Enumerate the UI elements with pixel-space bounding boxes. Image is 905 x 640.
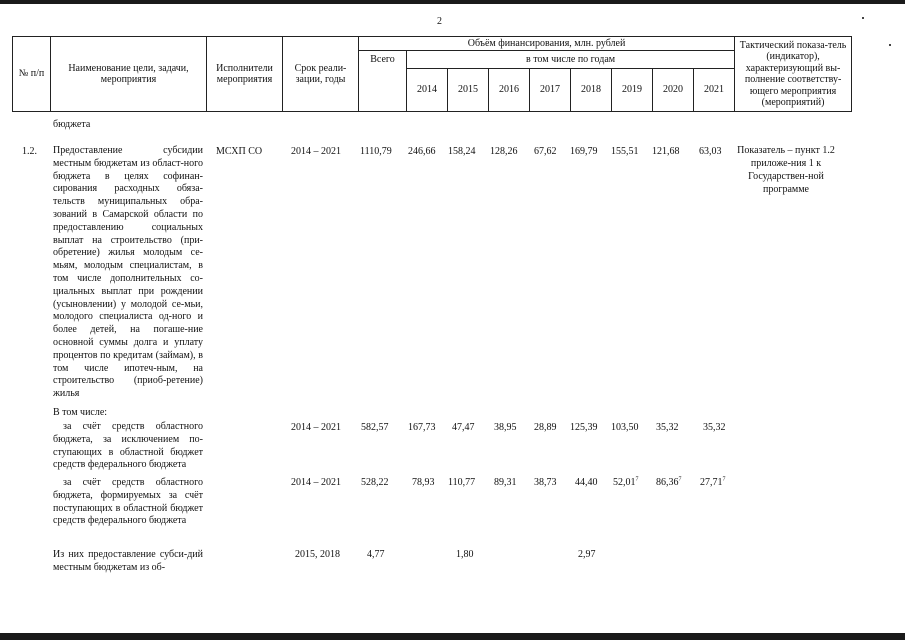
header-by-year: в том числе по годам	[407, 51, 735, 69]
row-value-2017: 38,73	[534, 477, 557, 488]
row-total: 582,57	[361, 422, 389, 433]
row-executor: МСХП СО	[216, 146, 263, 157]
row-value-2016: 89,31	[494, 477, 517, 488]
row-value-2020: 121,68	[652, 146, 680, 157]
row-total: 528,22	[361, 477, 389, 488]
row-name-regional: за счёт средств областного бюджета, за исключением по-ступающих в областной бюджет средств федерального бюджета	[53, 421, 203, 471]
header-name: Наименование цели, задачи, мероприятия	[51, 37, 207, 112]
scan-border-bottom	[0, 633, 905, 640]
scan-speck	[889, 44, 891, 46]
including-label: В том числе:	[53, 407, 108, 418]
row-term: 2014 – 2021	[291, 146, 341, 157]
row-value-2015: 110,77	[448, 477, 476, 488]
row-value-2017: 28,89	[534, 422, 557, 433]
header-indicator: Тактический показа-тель (индикатор), характеризующий вы-полнение соответству-ющего мероприятия (мероприятий)	[735, 37, 852, 112]
row-value-2014: 246,66	[408, 146, 436, 157]
row-total: 4,77	[367, 549, 385, 560]
header-year: 2014	[407, 69, 448, 112]
row-value-2015: 47,47	[452, 422, 475, 433]
row-value-2021	[700, 475, 726, 490]
row-value-2016: 128,26	[490, 146, 518, 157]
footnote-mark: 7	[635, 476, 639, 483]
header-num: № п/п	[13, 37, 51, 112]
row-term: 2014 – 2021	[291, 477, 341, 488]
row-name-main: Предоставление субсидии местным бюджетам из област-ного бюджета в целях софинан-сирования расходных обяза-тельств муниципальных обра-зований в Самарской области по предоставлению социальных выплат на строительство (при-обретение) жилья молодым се-мьям, молодым специалистам, в том числе дополнительных со-циальных выплат при рождении (усыновлении) у молодой се-мьи, молодого специалиста од-ного и более детей, на погаше-ние основной суммы долга и уплату процентов по кредитам (займам), в том числе ипотеч-ным, на строительство (приоб-ретение) жилья	[53, 145, 203, 400]
row-value-2021: 63,03	[699, 146, 722, 157]
row-value-2017: 67,62	[534, 146, 557, 157]
value-text: 27,71	[700, 477, 723, 488]
header-year: 2019	[612, 69, 653, 112]
header-term: Срок реали-зации, годы	[283, 37, 359, 112]
row-value-2016: 38,95	[494, 422, 517, 433]
header-year: 2018	[571, 69, 612, 112]
page-number: 2	[437, 16, 442, 27]
scan-speck	[862, 17, 864, 19]
row-value-2018: 169,79	[570, 146, 598, 157]
row-value-2015: 1,80	[456, 549, 474, 560]
footnote-mark: 7	[722, 476, 726, 483]
header-financing: Объём финансирования, млн. рублей	[359, 37, 735, 51]
row-total: 1110,79	[360, 146, 392, 157]
row-value-2018: 2,97	[578, 549, 596, 560]
row-term: 2015, 2018	[295, 549, 340, 560]
value-text: 86,36	[656, 477, 679, 488]
scan-border-top	[0, 0, 905, 4]
value-text: 52,01	[613, 477, 636, 488]
row-value-2020	[656, 475, 682, 490]
row-value-2015: 158,24	[448, 146, 476, 157]
row-value-2014: 167,73	[408, 422, 436, 433]
header-year: 2020	[653, 69, 694, 112]
carry-over-text: бюджета	[53, 119, 91, 130]
row-value-2019: 155,51	[611, 146, 639, 157]
header-year: 2016	[489, 69, 530, 112]
row-value-2021: 35,32	[703, 422, 726, 433]
row-value-2019: 103,50	[611, 422, 639, 433]
header-executor: Исполнители мероприятия	[207, 37, 283, 112]
footnote-mark: 7	[678, 476, 682, 483]
header-year: 2021	[694, 69, 735, 112]
row-name-subsidy: Из них предоставление субси-дий местным бюджетам из об-	[53, 549, 203, 573]
row-name-federal: за счёт средств областного бюджета, формируемых за счёт поступающих в областной бюджет средств федерального бюджета	[53, 477, 203, 527]
row-term: 2014 – 2021	[291, 422, 341, 433]
table-header	[12, 36, 852, 112]
row-value-2019	[613, 475, 639, 490]
row-indicator: Показатель – пункт 1.2 приложе-ния 1 к Государствен-ной программе	[737, 145, 835, 195]
header-year: 2017	[530, 69, 571, 112]
row-value-2018: 44,40	[575, 477, 598, 488]
row-value-2020: 35,32	[656, 422, 679, 433]
header-total: Всего	[359, 51, 407, 112]
row-value-2014: 78,93	[412, 477, 435, 488]
row-number: 1.2.	[22, 146, 37, 157]
row-value-2018: 125,39	[570, 422, 598, 433]
header-year: 2015	[448, 69, 489, 112]
